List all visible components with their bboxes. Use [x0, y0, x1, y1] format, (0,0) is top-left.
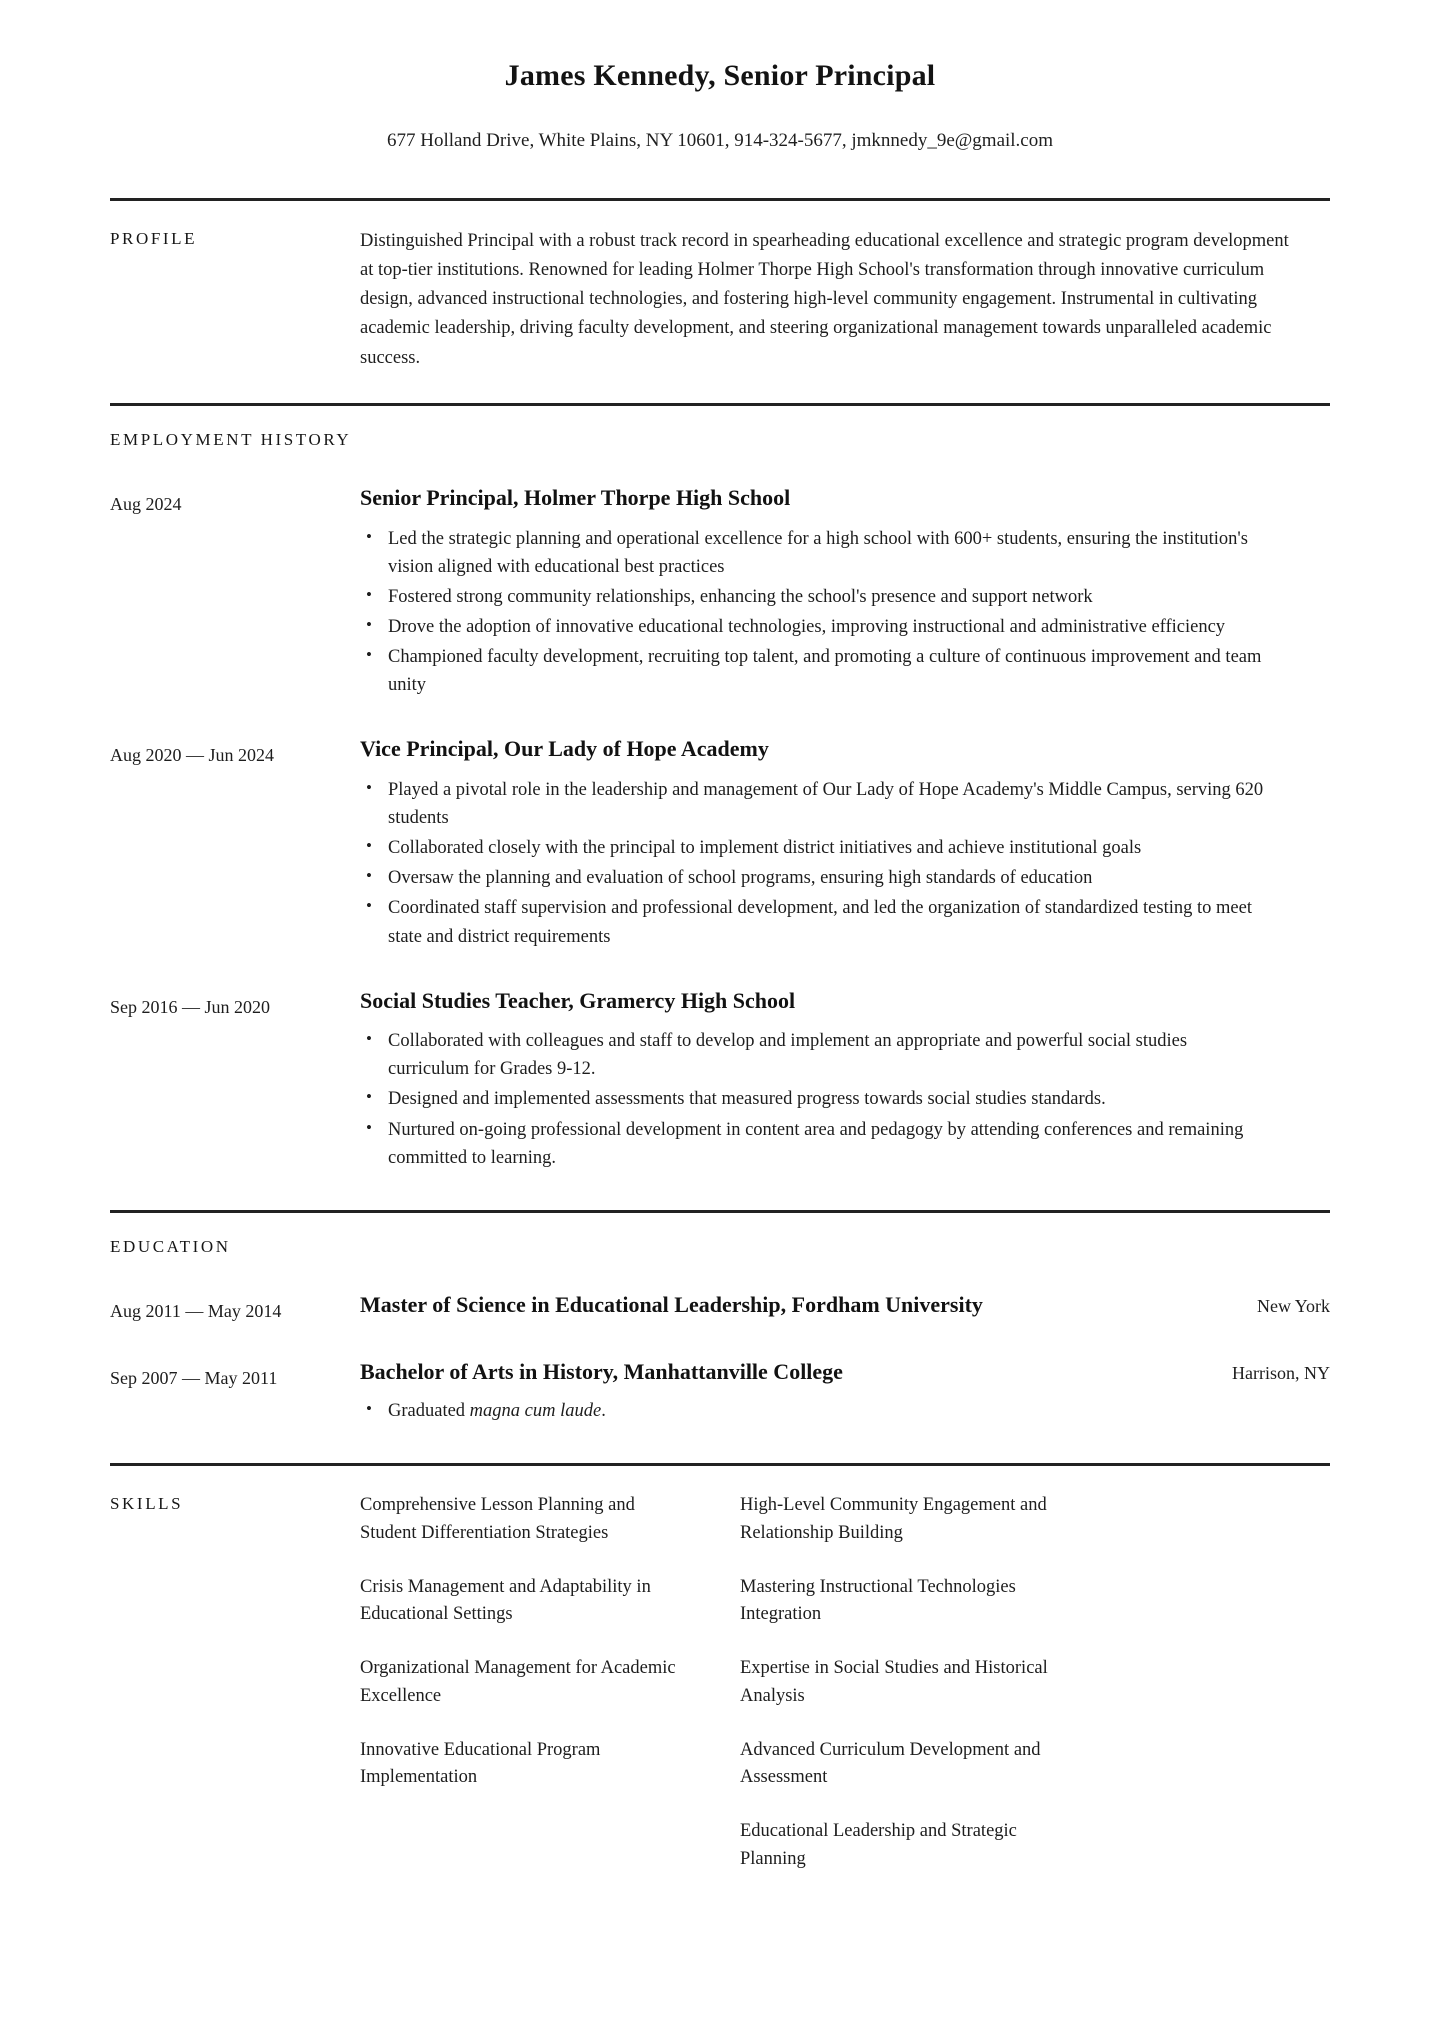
list-item: • Drove the adoption of innovative educational technologies, improving instructional and administrative efficiency	[360, 613, 1265, 641]
education-entry-date: Sep 2007 — May 2011	[110, 1368, 278, 1389]
profile-text: Distinguished Principal with a robust track record in spearheading educational excellence and strategic program development at top-tier institutions. Renowned for leading Holmer Thorpe High School's transformation through innovative curriculum design, advanced instructional technologies, and fostering high-level community engagement. Instrumental in cultivating academic leadership, driving faculty development, and steering organizational management towards unparalleled academic success.	[360, 230, 1289, 368]
section-label-education: EDUCATION	[110, 1236, 231, 1256]
education-entry-date: Aug 2011 — May 2014	[110, 1301, 282, 1322]
skill-item: Advanced Curriculum Development and Assessment	[740, 1739, 1041, 1788]
education-entries	[110, 1257, 1330, 1427]
contact-line: 677 Holland Drive, White Plains, NY 10601, 914-324-5677, jmknnedy_9e@gmail.com	[386, 130, 1054, 151]
list-item: • Graduated magna cum laude.	[360, 1397, 1265, 1425]
education-entry-bullets	[360, 1397, 1330, 1425]
education-entry-title: Bachelor of Arts in History, Manhattanville College	[360, 1359, 843, 1385]
employment-entries	[110, 450, 1330, 1174]
employment-entry-bullets	[360, 776, 1330, 951]
employment-entry-body	[360, 735, 1330, 952]
section-skills	[110, 1466, 1330, 1934]
section-label-profile: PROFILE	[110, 228, 198, 248]
employment-entry-body	[360, 987, 1330, 1174]
education-entry	[110, 1257, 1330, 1324]
skill-item: High-Level Community Engagement and Relationship Building	[740, 1495, 1047, 1543]
skills-column	[360, 1492, 740, 1874]
employment-entry	[110, 450, 1330, 701]
employment-entry	[110, 701, 1330, 952]
list-item: • Oversaw the planning and evaluation of school programs, ensuring high standards of education	[360, 864, 1265, 892]
page-title: James Kennedy, Senior Principal	[504, 59, 936, 92]
skill-item: Mastering Instructional Technologies Integration	[740, 1576, 1016, 1625]
list-item: • Designed and implemented assessments that measured progress towards social studies standards.	[360, 1085, 1265, 1113]
list-item: • Collaborated closely with the principal to implement district initiatives and achieve institutional goals	[360, 834, 1265, 862]
section-employment	[110, 406, 1330, 1174]
employment-entry	[110, 953, 1330, 1174]
employment-entry-bullets	[360, 1027, 1330, 1172]
employment-entry-date: Aug 2020 — Jun 2024	[110, 745, 275, 766]
employment-entry-date: Sep 2016 — Jun 2020	[110, 996, 271, 1017]
section-label-employment-history: EMPLOYMENT HISTORY	[110, 429, 352, 449]
employment-entry-title: Senior Principal, Holmer Thorpe High School	[360, 485, 791, 511]
resume-header	[110, 0, 1330, 154]
employment-entry-header	[360, 987, 1330, 1016]
employment-entry-date: Aug 2024	[110, 494, 182, 515]
education-entry	[110, 1324, 1330, 1427]
skills-column	[740, 1492, 1120, 1874]
list-item: • Championed faculty development, recruiting top talent, and promoting a culture of continuous improvement and team unity	[360, 643, 1265, 699]
skill-item: Expertise in Social Studies and Historical Analysis	[740, 1658, 1048, 1706]
list-item: • Collaborated with colleagues and staff to develop and implement an appropriate and powerful social studies curriculum for Grades 9-12.	[360, 1027, 1265, 1083]
employment-entry-header	[360, 735, 1330, 764]
employment-entry-body	[360, 484, 1330, 701]
employment-entry-title: Vice Principal, Our Lady of Hope Academy	[360, 736, 769, 762]
section-education	[110, 1213, 1330, 1427]
employment-entry-bullets	[360, 525, 1330, 700]
education-entry-body	[360, 1291, 1330, 1320]
list-item: • Fostered strong community relationships, enhancing the school's presence and support network	[360, 583, 1265, 611]
education-entry-title: Master of Science in Educational Leadership, Fordham University	[360, 1292, 983, 1318]
list-item: • Coordinated staff supervision and professional development, and led the organization of standardized testing to meet state and district requirements	[360, 894, 1265, 950]
list-item: • Nurtured on-going professional development in content area and pedagogy by attending conferences and remaining committed to learning.	[360, 1116, 1265, 1172]
education-entry-header	[360, 1358, 1330, 1387]
skill-item: Innovative Educational Program Implementation	[360, 1739, 601, 1788]
education-entry-location: Harrison, NY	[1232, 1363, 1330, 1384]
employment-entry-header	[360, 484, 1330, 513]
skill-item: Educational Leadership and Strategic Planning	[740, 1821, 1017, 1869]
list-item: • Played a pivotal role in the leadership and management of Our Lady of Hope Academy's Middle Campus, serving 620 students	[360, 776, 1265, 832]
education-entry-header	[360, 1291, 1330, 1320]
skill-item: Organizational Management for Academic Excellence	[360, 1658, 676, 1706]
section-profile	[110, 201, 1330, 373]
education-entry-body	[360, 1358, 1330, 1427]
skills-columns	[360, 1492, 1330, 1874]
education-entry-location: New York	[1256, 1296, 1330, 1317]
section-label-skills: SKILLS	[110, 1494, 184, 1514]
skill-item: Comprehensive Lesson Planning and Student Differentiation Strategies	[360, 1495, 635, 1543]
skill-item: Crisis Management and Adaptability in Educational Settings	[360, 1576, 651, 1625]
employment-entry-title: Social Studies Teacher, Gramercy High School	[360, 987, 796, 1013]
list-item: • Led the strategic planning and operational excellence for a high school with 600+ students, ensuring the institution's vision aligned with educational best practices	[360, 525, 1265, 581]
